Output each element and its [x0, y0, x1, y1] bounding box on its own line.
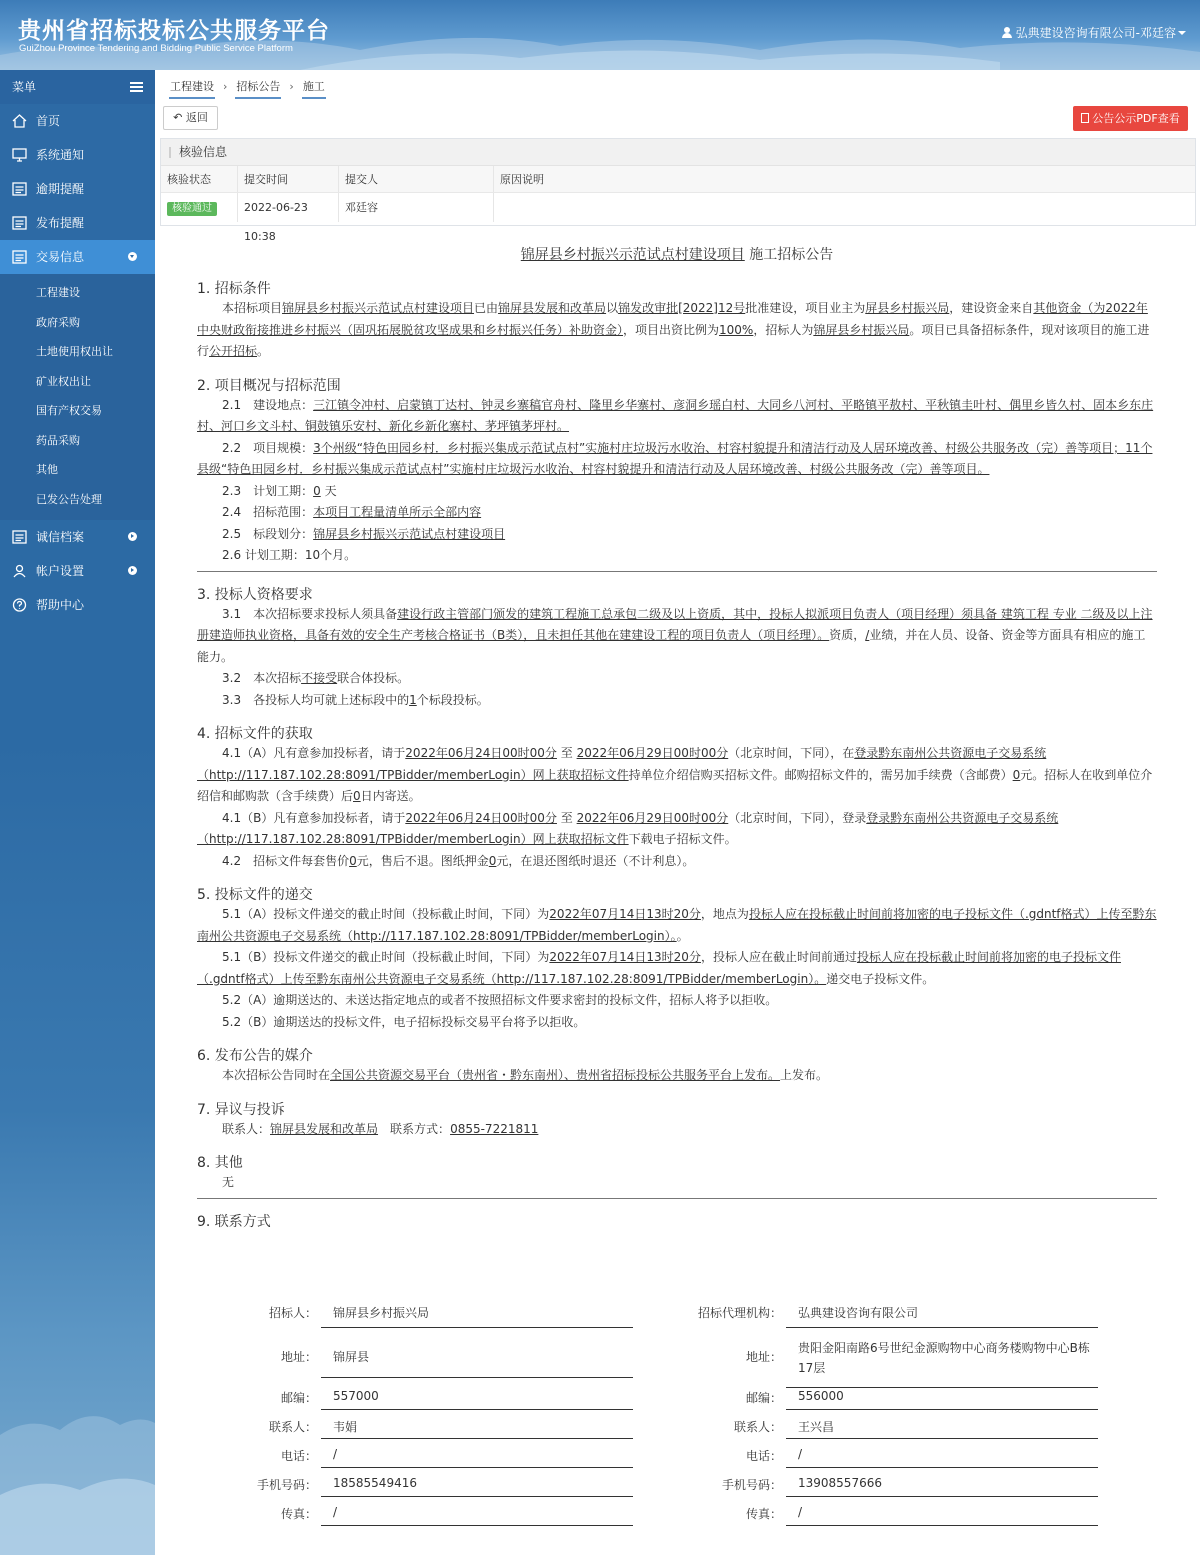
column-header: 核验状态 [161, 166, 238, 192]
sidebar-item-trade[interactable] [0, 240, 155, 274]
monitor-icon [12, 148, 27, 162]
section-paragraph: 2.4 招标范围：本项目工程量清单所示全部内容 [222, 505, 482, 519]
sidebar-item-notice[interactable] [0, 138, 155, 172]
chevron-down-icon [128, 252, 137, 261]
person-cell: 邓廷容 [339, 193, 494, 222]
section-heading: 8. 其他 [197, 1155, 243, 1171]
sidebar-item-label: 帐户设置 [36, 564, 85, 578]
back-icon: ↶ [173, 111, 183, 124]
section-paragraph: 5.2（B）逾期送达的投标文件，电子招标投标交易平台将予以拒收。 [222, 1014, 586, 1029]
user-icon [12, 564, 27, 578]
sidebar-item-label: 帮助中心 [36, 598, 85, 612]
section-paragraph: 3.1 本次招标要求投标人须具备建设行政主管部门颁发的建筑工程施工总承包二级及以上资质，其中，投标人拟派项目负责人（项目经理）须具备 建筑工程 专业 二级及以上注册建造师执业资格，具备有效的安全生产考核合格证书（B类），且未担任其他在建建设工程的项目负责人（项目经理）。资质，/业绩，并在人员、设备、资金等方面具有相应的施工能力。 [197, 606, 1153, 664]
sidebar-submenu [0, 274, 155, 520]
section-paragraph: 5.2（A）逾期送达的、未送达指定地点的或者不按照招标文件要求密封的投标文件，招标人将予以拒收。 [222, 993, 778, 1007]
sidebar-item-help[interactable] [0, 588, 155, 622]
section-paragraph: 5.1（A）投标文件递交的截止时间（投标截止时间，下同）为2022年07月14日13时20分，地点为投标人应在投标截止时间前将加密的电子投标文件（.gdntf格式）上传至黔东南州公共资源电子交易系统（http://117.187.102.28:8091/TPBidder/memberLogin）。。 [197, 907, 1157, 943]
contact-value: 18585549416 [321, 1476, 633, 1497]
contact-label: 电话： [280, 1449, 317, 1463]
contact-label: 传真： [745, 1507, 782, 1521]
section-heading: 4. 招标文件的获取 [197, 726, 313, 742]
section-paragraph: 无 [222, 1175, 235, 1189]
divider [197, 1198, 1157, 1199]
contact-value: / [786, 1505, 1098, 1526]
contact-label: 手机号码： [256, 1478, 317, 1492]
contact-value: / [321, 1505, 633, 1526]
breadcrumb [169, 76, 326, 99]
section-heading: 3. 投标人资格要求 [197, 586, 313, 603]
status-badge: 核验通过 [167, 202, 217, 216]
contact-value: / [321, 1447, 633, 1468]
sidebar-item-publish[interactable] [0, 206, 155, 240]
sidebar-header [0, 70, 155, 104]
section-paragraph: 联系人：锦屏县发展和改革局 联系方式：0855-7221811 [222, 1121, 539, 1136]
contact-label: 地址： [280, 1350, 317, 1364]
user-icon [1002, 27, 1012, 38]
contact-value: 王兴昌 [786, 1418, 1098, 1439]
pdf-icon [1081, 113, 1089, 123]
landscape-decoration [0, 1295, 155, 1555]
contact-value: 锦屏县乡村振兴局 [321, 1304, 633, 1328]
contact-value: 韦娟 [321, 1418, 633, 1439]
title-project: 锦屏县乡村振兴示范试点村建设项目 [520, 247, 745, 263]
list-icon [12, 216, 27, 230]
contact-value: 锦屏县 [321, 1348, 633, 1378]
contact-label: 传真： [280, 1507, 317, 1521]
section-paragraph: 本招标项目锦屏县乡村振兴示范试点村建设项目已由锦屏县发展和改革局以锦发改审批[2022]12号批准建设，项目业主为屏县乡村振兴局，建设资金来自其他资金（为2022年中央财政衔接推进乡村振兴（固巩拓展脱贫攻坚成果和乡村振兴任务）补助资金），项目出资比例为100%，招标人为锦屏县乡村振兴局。项目已具备招标条件，现对该项目的施工进行公开招标。 [197, 301, 1150, 358]
contact-label: 招标人： [268, 1306, 317, 1320]
column-header: 原因说明 [500, 173, 544, 186]
platform-subtitle: GuiZhou Province Tendering and Bidding Public Service Platform [19, 43, 293, 54]
sidebar [0, 70, 155, 1555]
contact-label: 招标代理机构： [697, 1306, 782, 1320]
pdf-view-button[interactable] [1073, 106, 1188, 131]
section-paragraph: 本次招标公告同时在全国公共资源交易平台（贵州省・黔东南州）、贵州省招标投标公共服务平台上发布。上发布。 [222, 1068, 829, 1082]
time-cell: 2022-06-23 10:38 [238, 193, 339, 222]
sidebar-item-home[interactable] [0, 104, 155, 138]
breadcrumb-item[interactable]: 工程建设 [169, 76, 215, 99]
home-icon [12, 114, 27, 128]
breadcrumb-separator: › [289, 80, 294, 93]
submenu-item[interactable]: 药品采购 [36, 433, 80, 447]
contact-value: 556000 [786, 1389, 1098, 1410]
top-header [0, 0, 1200, 70]
contact-label: 地址： [745, 1350, 782, 1364]
contact-label: 手机号码： [721, 1478, 782, 1492]
user-menu[interactable] [1002, 24, 1186, 41]
section-paragraph: 2.3 计划工期：0 天 [222, 483, 337, 498]
section-paragraph: 4.2 招标文件每套售价0元，售后不退。图纸押金0元，在退还图纸时退还（不计利息）。 [222, 853, 695, 868]
document-title [197, 244, 1157, 266]
user-name: 弘典建设咨询有限公司-邓廷容 [1015, 26, 1176, 40]
sidebar-item-account[interactable] [0, 554, 155, 588]
help-icon [12, 598, 27, 612]
contact-label: 联系人： [733, 1420, 782, 1434]
breadcrumb-item[interactable]: 施工 [302, 76, 326, 99]
contact-value: 弘典建设咨询有限公司 [786, 1304, 1098, 1328]
section-paragraph: 2.5 标段划分：锦屏县乡村振兴示范试点村建设项目 [222, 526, 506, 541]
platform-title: 贵州省招标投标公共服务平台 [18, 18, 330, 44]
sidebar-item-credit[interactable] [0, 520, 155, 554]
section-heading: 9. 联系方式 [197, 1213, 271, 1230]
announcement-document [197, 244, 1157, 1231]
section-paragraph: 5.1（B）投标文件递交的截止时间（投标截止时间，下同）为2022年07月14日13时20分，投标人应在截止时间前通过投标人应在投标截止时间前将加密的电子投标文件（.gdntf格式）上传至黔东南州公共资源电子交易系统（http://117.187.102.28:8091/TPBidder/memberLogin）。递交电子投标文件。 [197, 950, 1121, 986]
submenu-item[interactable]: 矿业权出让 [36, 374, 91, 388]
status-cell [161, 193, 238, 222]
section-heading: 6. 发布公告的媒介 [197, 1048, 313, 1064]
section-paragraph: 4.1（A）凡有意参加投标者，请于2022年06月24日00时00分 至 2022年06月29日00时00分（北京时间，下同），在登录黔东南州公共资源电子交易系统（http://117.187.102.28:8091/TPBidder/memberLogin）网上获取招标文件持单位介绍信购买招标文件。邮购招标文件的，需另加手续费（含邮费）0元。招标人在收到单位介绍信和邮购款（含手续费）后0日内寄送。 [197, 746, 1153, 803]
submenu-item[interactable]: 国有产权交易 [36, 404, 102, 417]
menu-label: 菜单 [12, 80, 37, 94]
breadcrumb-item[interactable]: 招标公告 [235, 76, 281, 99]
chevron-right-icon [128, 566, 137, 575]
section-heading: 7. 异议与投诉 [197, 1101, 285, 1118]
divider [197, 571, 1157, 572]
contact-label: 联系人： [268, 1420, 317, 1434]
section-heading: 2. 项目概况与招标范围 [197, 377, 341, 394]
section-paragraph: 4.1（B）凡有意参加投标者，请于2022年06月24日00时00分 至 2022年06月29日00时00分（北京时间，下同），登录登录黔东南州公共资源电子交易系统（http://117.187.102.28:8091/TPBidder/memberLogin）网上获取招标文件下载电子招标文件。 [197, 810, 1059, 846]
verification-title: 核验信息 [161, 139, 1195, 166]
back-button[interactable] [163, 106, 218, 130]
list-icon [12, 182, 27, 196]
sidebar-item-label: 首页 [36, 114, 61, 128]
sidebar-item-label: 诚信档案 [36, 530, 85, 544]
section-heading: 5. 投标文件的递交 [197, 887, 313, 903]
verification-table [161, 166, 1195, 243]
verification-panel [160, 138, 1196, 243]
section-paragraph: 3.3 各投标人均可就上述标段中的1个标段投标。 [222, 692, 489, 707]
sidebar-item-label: 逾期提醒 [36, 182, 85, 196]
table-row [161, 193, 1195, 243]
contact-value: 557000 [321, 1389, 633, 1410]
pdf-label: 公告公示PDF查看 [1092, 112, 1180, 125]
section-paragraph: 2.6 计划工期：10个月。 [222, 548, 357, 562]
section-paragraph: 2.2 项目规模：3个州级“特色田园乡村．乡村振兴集成示范试点村”实施村庄垃圾污水收治、村容村貌提升和清洁行动及人居环境改善、村级公共服务改（完）善等项目；11个县级“特色田园乡村．乡村振兴集成示范试点村”实施村庄垃圾污水收治、村容村貌提升和清洁行动及人居环境改善、村级公共服务改（完）善等项目。 [197, 440, 1153, 476]
section-heading: 1. 招标条件 [197, 281, 271, 297]
contact-label: 邮编： [280, 1391, 317, 1405]
main-content [155, 70, 1200, 1555]
column-header: 提交时间 [238, 166, 339, 192]
list-icon [12, 530, 27, 544]
list-icon [12, 250, 27, 264]
sidebar-item-label: 系统通知 [36, 148, 85, 162]
submenu-item[interactable]: 政府采购 [36, 315, 80, 329]
chevron-right-icon [128, 532, 137, 541]
caret-down-icon [1178, 31, 1186, 35]
contact-value: / [786, 1447, 1098, 1468]
sidebar-item-label: 发布提醒 [36, 216, 85, 230]
section-paragraph: 2.1 建设地点：三江镇令冲村、启蒙镇丁达村、钟灵乡寨稿官舟村、隆里乡华寨村、彦洞乡瑶白村、大同乡八河村、平略镇平敖村、平秋镇圭叶村、偶里乡皆久村、固本乡东庄村、河口乡文斗村、铜鼓镇乐安村、新化乡新化寨村、茅坪镇茅坪村。 [197, 397, 1154, 433]
hamburger-icon[interactable] [130, 82, 143, 92]
breadcrumb-separator: › [223, 80, 228, 93]
contact-value: 贵阳金阳南路6号世纪金源购物中心商务楼购物中心B栋17层 [786, 1338, 1098, 1388]
submenu-item[interactable]: 其他 [36, 463, 58, 476]
back-label: 返回 [185, 111, 208, 124]
sidebar-item-overdue[interactable] [0, 172, 155, 206]
table-header-row [161, 166, 1195, 193]
reason-cell [494, 193, 1195, 222]
contact-value: 13908557666 [786, 1476, 1098, 1497]
sidebar-item-label: 交易信息 [36, 250, 85, 264]
section-paragraph: 3.2 本次招标不接受联合体投标。 [222, 671, 410, 685]
submenu-item[interactable]: 工程建设 [36, 286, 80, 299]
contact-label: 电话： [745, 1449, 782, 1463]
column-header: 提交人 [339, 166, 494, 192]
submenu-item[interactable]: 土地使用权出让 [36, 345, 113, 358]
contact-label: 邮编： [745, 1391, 782, 1405]
title-suffix: 施工招标公告 [749, 247, 834, 263]
submenu-item[interactable]: 已发公告处理 [36, 492, 102, 506]
